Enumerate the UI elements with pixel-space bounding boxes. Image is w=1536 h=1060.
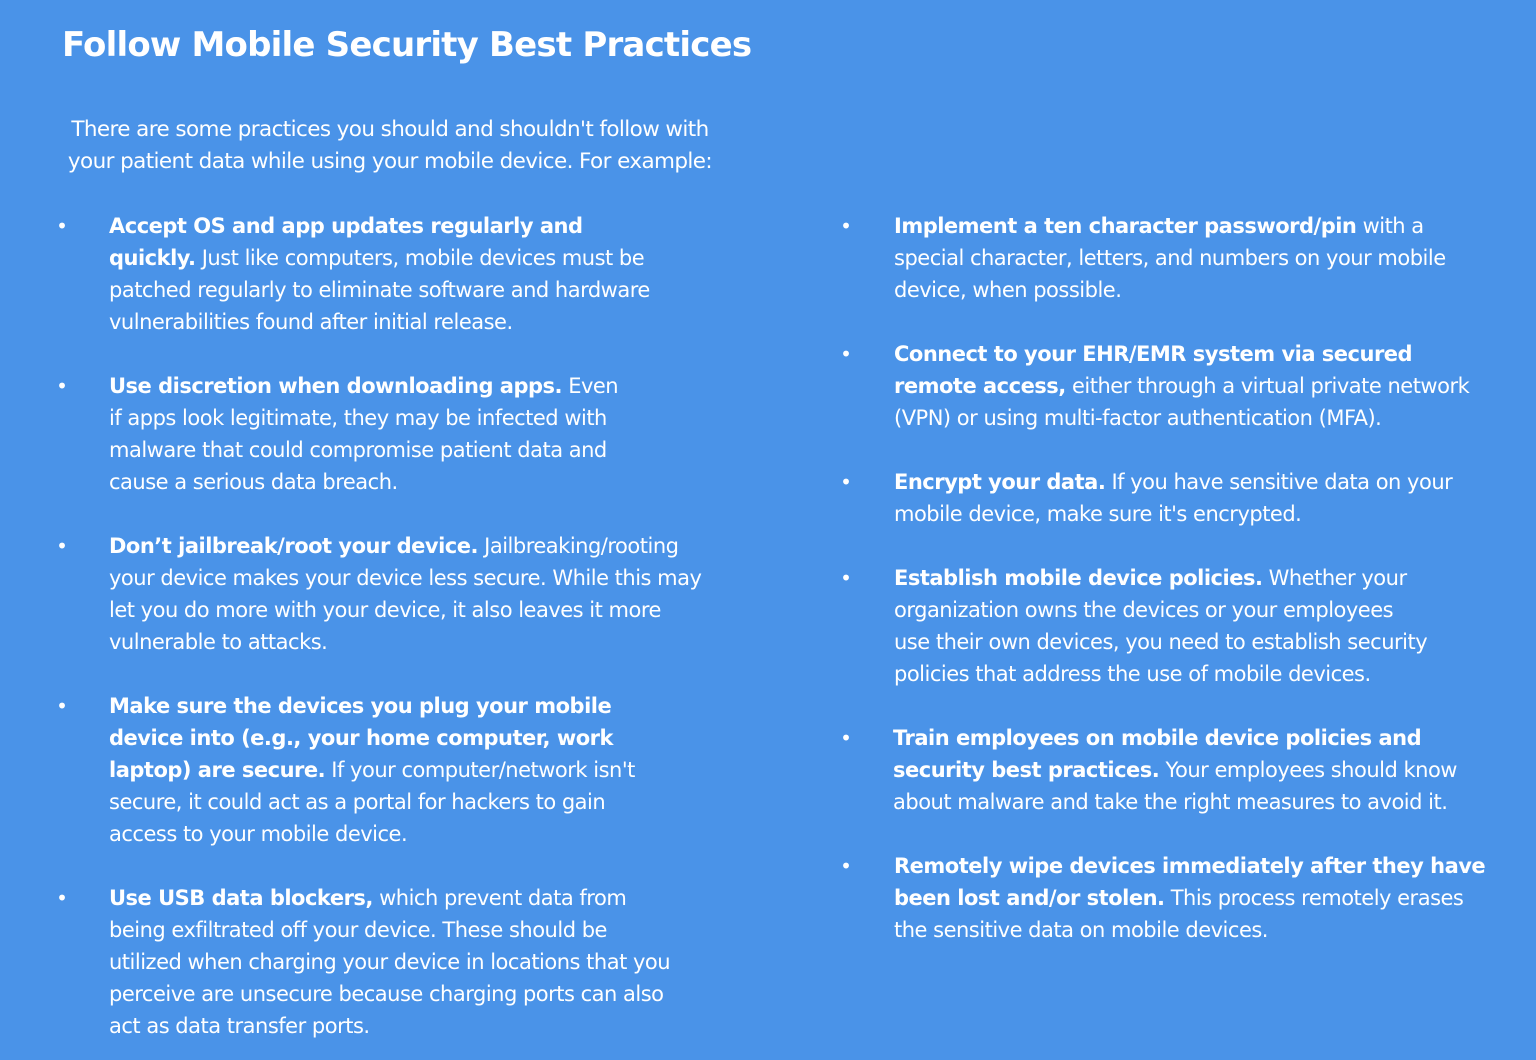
list-item-line xyxy=(894,562,1427,594)
bullet-icon: • xyxy=(56,534,68,558)
list-item-body-segment: device, when possible. xyxy=(894,278,1122,302)
list-item-heading-segment: Establish mobile device policies. xyxy=(894,566,1263,590)
list-item-heading-segment: security best practices. xyxy=(893,758,1160,782)
list-item-heading-segment: been lost and/or stolen. xyxy=(894,886,1165,910)
list-item-text xyxy=(109,690,635,850)
list-item-line xyxy=(894,370,1469,402)
list-item-line xyxy=(893,786,1457,818)
list-item-body-segment: let you do more with your device, it also leaves it more xyxy=(109,598,661,622)
list-item-text xyxy=(109,370,618,498)
list-item-heading-segment: remote access, xyxy=(894,374,1066,398)
list-item-text xyxy=(894,338,1469,434)
list-item-line xyxy=(894,594,1427,626)
list-item-line xyxy=(109,594,701,626)
list-item-heading-segment: Make sure the devices you plug your mobile xyxy=(109,694,612,718)
list-item-text xyxy=(109,210,650,338)
list-item-line xyxy=(109,466,618,498)
page-title: Follow Mobile Security Best Practices xyxy=(62,25,752,65)
list-item-line xyxy=(894,210,1446,242)
list-item-line xyxy=(893,754,1457,786)
list-item-body-segment: (VPN) or using multi-factor authentication (MFA). xyxy=(894,406,1382,430)
list-item-line xyxy=(894,466,1452,498)
bullet-icon: • xyxy=(840,214,852,238)
list-item-heading-segment: Connect to your EHR/EMR system via secured xyxy=(894,342,1413,366)
list-item-heading-segment: Accept OS and app updates regularly and xyxy=(109,214,583,238)
list-item-body-segment: the sensitive data on mobile devices. xyxy=(894,918,1268,942)
list-item-line xyxy=(109,434,618,466)
list-item-heading-segment: quickly. xyxy=(109,246,196,270)
list-item-body-segment: access to your mobile device. xyxy=(109,822,408,846)
list-item-line xyxy=(894,338,1469,370)
list-item-text xyxy=(894,562,1427,690)
list-item-heading-segment: Use discretion when downloading apps. xyxy=(109,374,563,398)
list-item-body-segment: mobile device, make sure it's encrypted. xyxy=(894,502,1302,526)
bullet-icon: • xyxy=(840,342,852,366)
list-item-line xyxy=(109,786,635,818)
bullet-icon: • xyxy=(56,214,68,238)
list-item-heading-segment: Use USB data blockers, xyxy=(109,886,373,910)
list-item-body-segment: vulnerabilities found after initial release. xyxy=(109,310,513,334)
list-item-body-segment: cause a serious data breach. xyxy=(109,470,398,494)
list-item-body-segment: being exfiltrated off your device. These should be xyxy=(109,918,607,942)
list-item-body-segment: which prevent data from xyxy=(372,886,627,910)
list-item-text xyxy=(109,530,701,658)
list-item-line xyxy=(109,818,635,850)
bullet-icon: • xyxy=(56,374,68,398)
list-item-text xyxy=(894,850,1485,946)
list-item-body-segment: policies that address the use of mobile devices. xyxy=(894,662,1371,686)
list-item-body-segment: special character, letters, and numbers on your mobile xyxy=(894,246,1446,270)
list-item-line xyxy=(109,306,650,338)
list-item-line xyxy=(893,722,1457,754)
bullet-icon: • xyxy=(56,886,68,910)
list-item-line xyxy=(894,850,1485,882)
list-item-line xyxy=(109,530,701,562)
list-item-body-segment: if apps look legitimate, they may be infected with xyxy=(109,406,607,430)
list-item-text xyxy=(894,466,1452,530)
list-item-text xyxy=(893,722,1457,818)
list-item-line xyxy=(109,690,635,722)
list-item-body-segment: with a xyxy=(1356,214,1424,238)
list-item-body-segment: Just like computers, mobile devices must be xyxy=(195,246,645,270)
bullet-icon: • xyxy=(840,854,852,878)
list-item-body-segment: secure, it could act as a portal for hackers to gain xyxy=(109,790,606,814)
list-item-body-segment: about malware and take the right measures to avoid it. xyxy=(893,790,1448,814)
list-item-body-segment: organization owns the devices or your employees xyxy=(894,598,1394,622)
list-item-line xyxy=(109,946,670,978)
list-item-line xyxy=(109,914,670,946)
bullet-icon: • xyxy=(56,694,68,718)
list-item-line xyxy=(109,402,618,434)
list-item-line xyxy=(109,978,670,1010)
list-item-body-segment: If you have sensitive data on your xyxy=(1105,470,1453,494)
list-item-line xyxy=(109,210,650,242)
intro-paragraph xyxy=(60,114,720,178)
list-item-line xyxy=(109,370,618,402)
list-item-body-segment: Even xyxy=(562,374,619,398)
list-item-line xyxy=(894,402,1469,434)
list-item-line xyxy=(109,626,701,658)
list-item-heading-segment: Implement a ten character password/pin xyxy=(894,214,1357,238)
bullet-icon: • xyxy=(840,470,852,494)
intro-line: There are some practices you should and shouldn't follow with xyxy=(71,117,709,142)
list-item-heading-segment: Encrypt your data. xyxy=(894,470,1106,494)
list-item-body-segment: Your employees should know xyxy=(1159,758,1457,782)
intro-line: your patient data while using your mobile device. For example: xyxy=(67,149,713,174)
list-item-body-segment: your device makes your device less secure. While this may xyxy=(109,566,702,590)
list-item-line xyxy=(894,626,1427,658)
list-item-body-segment: Jailbreaking/rooting xyxy=(477,534,679,558)
list-item-heading-segment: Remotely wipe devices immediately after they have xyxy=(894,854,1486,878)
list-item-body-segment: act as data transfer ports. xyxy=(109,1014,370,1038)
list-item-text xyxy=(894,210,1446,306)
list-item-body-segment: perceive are unsecure because charging ports can also xyxy=(109,982,664,1006)
list-item-body-segment: Whether your xyxy=(1262,566,1407,590)
list-item-heading-segment: device into (e.g., your home computer, work xyxy=(109,726,613,750)
list-item-body-segment: vulnerable to attacks. xyxy=(109,630,328,654)
list-item-line xyxy=(894,498,1452,530)
list-item-text xyxy=(109,882,670,1042)
list-item-line xyxy=(894,882,1485,914)
list-item-line xyxy=(894,914,1485,946)
list-item-line xyxy=(109,562,701,594)
bullet-icon: • xyxy=(840,726,852,750)
list-item-body-segment: use their own devices, you need to establish security xyxy=(894,630,1428,654)
list-item-line xyxy=(109,1010,670,1042)
bullet-icon: • xyxy=(840,566,852,590)
list-item-line xyxy=(109,242,650,274)
list-item-line xyxy=(109,754,635,786)
list-item-body-segment: either through a virtual private network xyxy=(1065,374,1470,398)
list-item-body-segment: This process remotely erases xyxy=(1164,886,1464,910)
list-item-line xyxy=(894,274,1446,306)
list-item-line xyxy=(109,882,670,914)
list-item-line xyxy=(894,658,1427,690)
list-item-line xyxy=(109,722,635,754)
list-item-body-segment: utilized when charging your device in locations that you xyxy=(109,950,671,974)
list-item-heading-segment: Don’t jailbreak/root your device. xyxy=(109,534,478,558)
list-item-heading-segment: Train employees on mobile device policies and xyxy=(893,726,1422,750)
list-item-body-segment: malware that could compromise patient data and xyxy=(109,438,607,462)
list-item-heading-segment: laptop) are secure. xyxy=(109,758,326,782)
list-item-line xyxy=(894,242,1446,274)
list-item-body-segment: patched regularly to eliminate software and hardware xyxy=(109,278,650,302)
list-item-line xyxy=(109,274,650,306)
list-item-body-segment: If your computer/network isn't xyxy=(325,758,635,782)
